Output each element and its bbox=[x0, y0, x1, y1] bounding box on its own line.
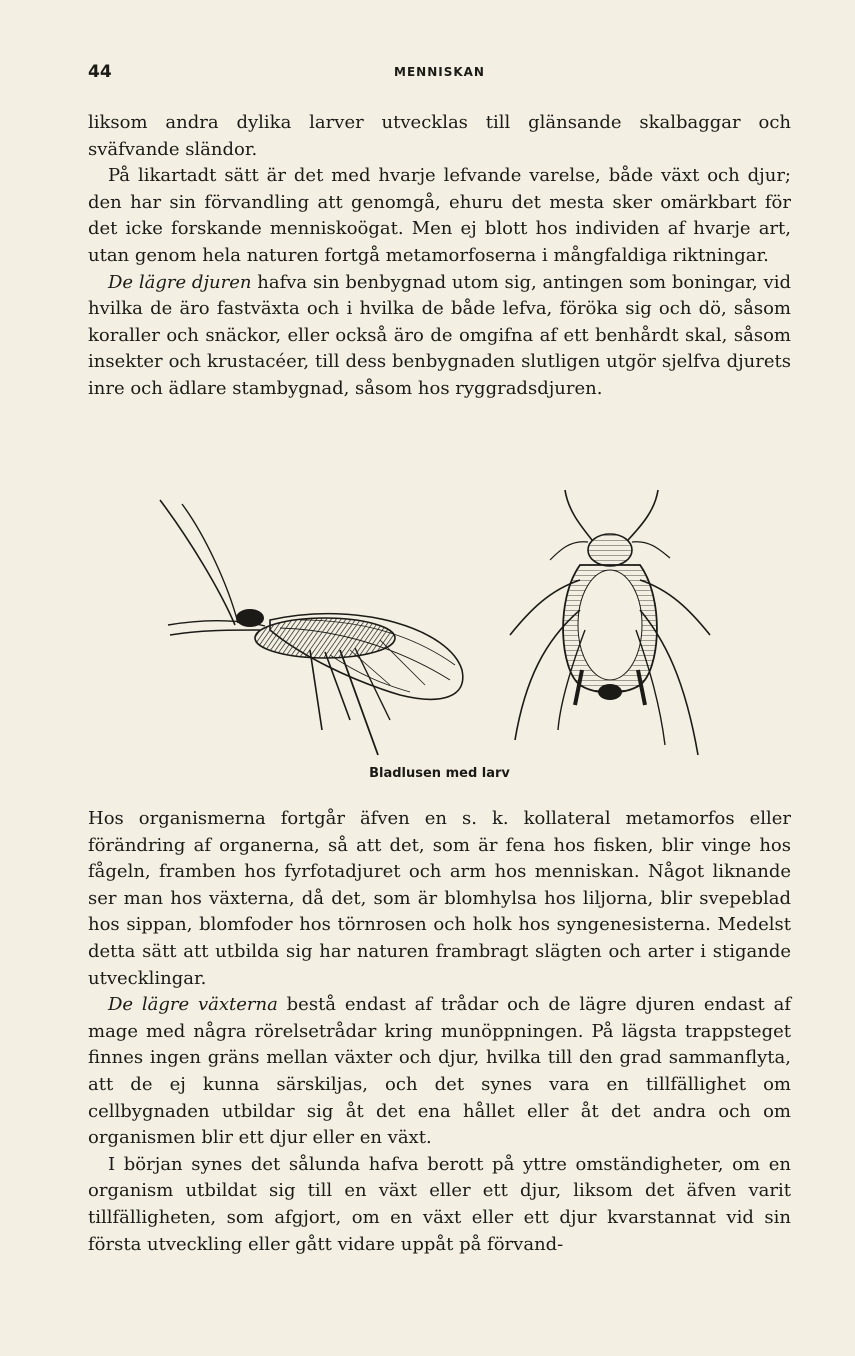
page-header bbox=[88, 62, 791, 88]
page-number: 44 bbox=[88, 62, 112, 82]
paragraph-text: hafva sin benbygnad utom sig, antingen som boningar, vid hvilka de äro fastväxta och i hvilka de både lefva, föröka sig och dö, såsom koraller och snäckor, eller också äro de omgifna af ett benhårdt skal, såsom insekter och krustacéer, till dess benbygnaden slutligen utgör sjelfva djurets inre och ädlare stambygnad, såsom hos ryggradsdjuren. bbox=[88, 271, 792, 399]
text-block-bottom bbox=[88, 806, 791, 1258]
paragraph-text: bestå endast af trådar och de lägre djuren endast af mage med några rörelsetrådar kring munöppningen. På lägsta trappsteget finnes ingen gräns mellan växter och djur, hvilka till den grad sammanflyta, att de ej kunna särskiljas, och det synes vara en tillfällighet om cellbygnaden utbildar sig åt det ena hållet eller åt det andra och om organismen blir ett djur eller en växt. bbox=[88, 994, 791, 1149]
winged-aphid-illustration bbox=[160, 500, 463, 755]
aphid-figure bbox=[150, 480, 720, 770]
paragraph-text: Hos organismerna fortgår äfven en s. k. kollateral metamorfos eller förändring af organerna, så att det, som är fena hos fisken, blir vinge hos fågeln, framben hos fyrfotadjuret och arm hos menniskan. Något liknande ser man hos växterna, då det, som är blomhylsa hos liljorna, blir svepeblad hos sippan, blomfoder hos törnrosen och holk hos syngenesisterna. Medelst detta sätt att utbilda sig har naturen frambragt slägten och arter i stigande utvecklingar. bbox=[88, 808, 791, 989]
paragraph bbox=[88, 110, 791, 163]
aphid-larva-illustration bbox=[510, 490, 710, 755]
figure-caption: Bladlusen med larv bbox=[369, 766, 510, 781]
paragraph bbox=[88, 992, 791, 1152]
paragraph-lead-italic: De lägre växterna bbox=[108, 994, 278, 1016]
paragraph-text: På likartadt sätt är det med hvarje lefvande varelse, både växt och djur; den har sin förvandling att genomgå, ehuru det mesta sker omärkbart för det icke forskande menniskoögat. Men ej blott hos individen af hvarje art, utan genom hela naturen fortgå metamorfoserna i mångfaldiga riktningar. bbox=[88, 165, 791, 266]
paragraph-text: I början synes det sålunda hafva berott på yttre omständigheter, om en organism utbildat sig till en växt eller ett djur, liksom det äfven varit tillfälligheten, som afgjort, om en växt eller ett djur kvarstannat vid sin första utveckling eller gått vidare uppåt på förvand- bbox=[88, 1153, 791, 1255]
running-head: MENNISKAN bbox=[394, 65, 485, 79]
paragraph bbox=[88, 806, 791, 992]
paragraph bbox=[88, 270, 791, 403]
paragraph bbox=[88, 1152, 791, 1258]
paragraph-text: liksom andra dylika larver utvecklas till glänsande skalbaggar och sväfvande sländor. bbox=[88, 112, 791, 160]
text-block-top bbox=[88, 110, 791, 403]
paragraph bbox=[88, 163, 791, 269]
paragraph-lead-italic: De lägre djuren bbox=[108, 271, 252, 293]
